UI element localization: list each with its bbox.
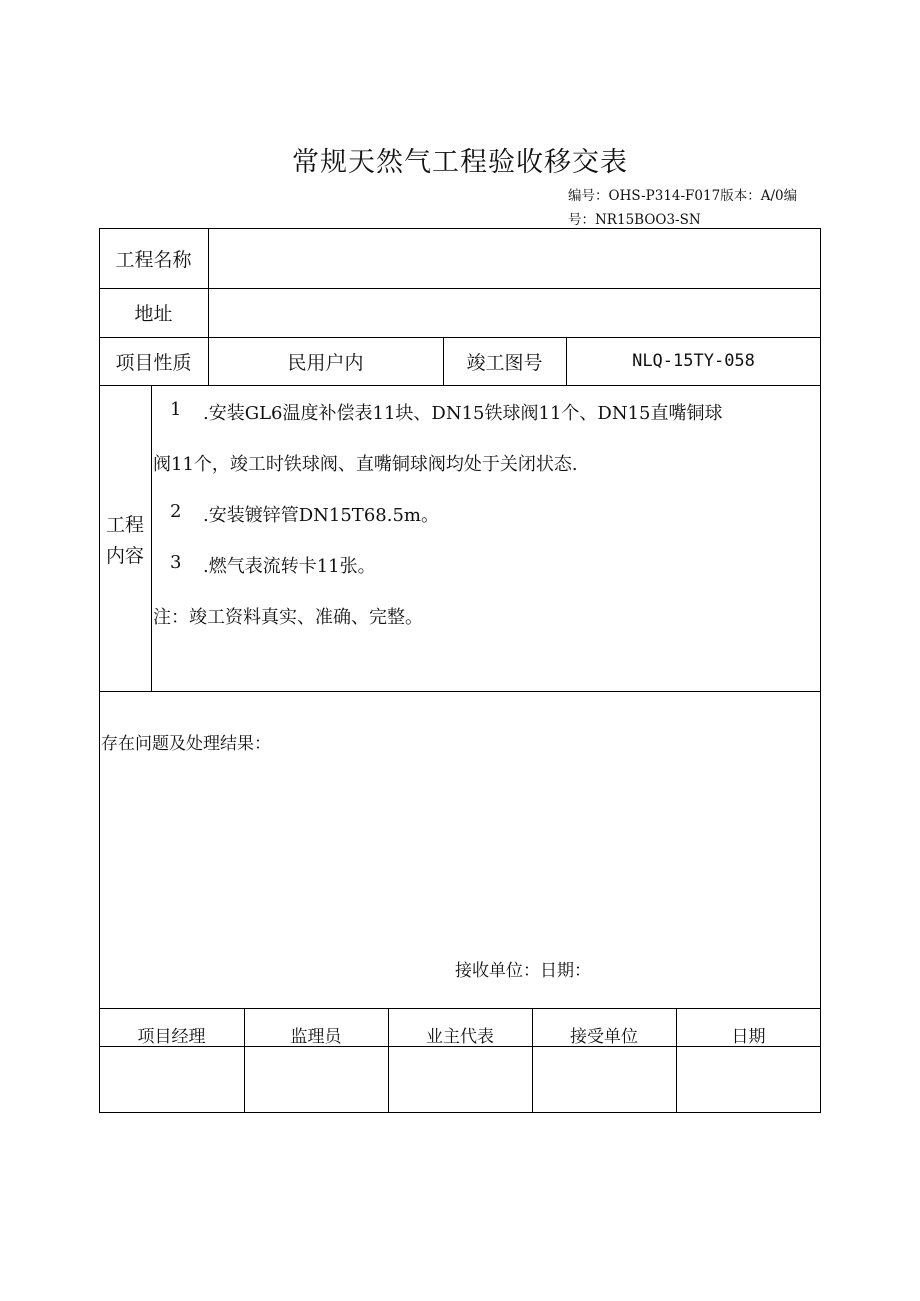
item-1-text: .安装GL6温度补偿表11块、DN15铁球阀11个、DN15直嘴铜球 [203, 403, 723, 424]
item-2-text: .安装镀锌管DN15T68.5m。 [203, 505, 439, 526]
signature-header-receiving-unit: 接受单位 [570, 1026, 638, 1047]
project-nature-value: 民用户内 [287, 351, 364, 374]
signature-field-project-manager[interactable] [99, 1047, 244, 1113]
item-3-text: .燃气表流转卡11张。 [203, 556, 376, 577]
project-content-label-line-1: 工程 [105, 514, 144, 536]
project-content-label [99, 510, 151, 572]
signature-header-project-manager: 项目经理 [137, 1026, 206, 1047]
drawing-number-value: NLQ-15TY-058 [632, 351, 755, 371]
project-name-label: 工程名称 [115, 248, 192, 271]
document-code-line-2: 号：NR15BOO3-SN [568, 212, 701, 228]
signature-header-supervisor: 监理员 [290, 1026, 342, 1047]
item-1-number: 1 [170, 399, 182, 420]
receiver-date: 接收单位：日期： [455, 961, 591, 981]
item-3-number: 3 [170, 552, 182, 573]
row-divider [99, 385, 821, 386]
signature-header-date: 日期 [731, 1026, 766, 1047]
signature-header-owner-representative: 业主代表 [426, 1026, 494, 1047]
project-content-label-line-2: 内容 [105, 545, 144, 567]
signature-field-receiving-unit[interactable] [532, 1047, 676, 1113]
item-1-continued: 阀11个，竣工时铁球阀、直嘴铜球阀均处于关闭状态. [153, 454, 578, 475]
project-nature-label: 项目性质 [115, 351, 192, 374]
page-title: 常规天然气工程验收移交表 [292, 147, 628, 178]
signature-field-date[interactable] [676, 1047, 821, 1113]
signature-field-owner-representative[interactable] [388, 1047, 532, 1113]
address-label: 地址 [134, 303, 173, 325]
document-code [568, 184, 818, 232]
project-name-field[interactable] [208, 228, 821, 288]
column-divider [151, 385, 152, 691]
signature-field-supervisor[interactable] [244, 1047, 388, 1113]
content-note: 注：竣工资料真实、准确、完整。 [153, 607, 423, 628]
item-2-number: 2 [170, 501, 182, 522]
address-field[interactable] [208, 288, 821, 337]
document-code-line-1: 编号：OHS-P314-F017版本：A/0编 [568, 188, 798, 204]
drawing-number-label: 竣工图号 [466, 351, 543, 374]
row-divider [99, 691, 821, 692]
issues-label: 存在问题及处理结果： [101, 734, 271, 754]
